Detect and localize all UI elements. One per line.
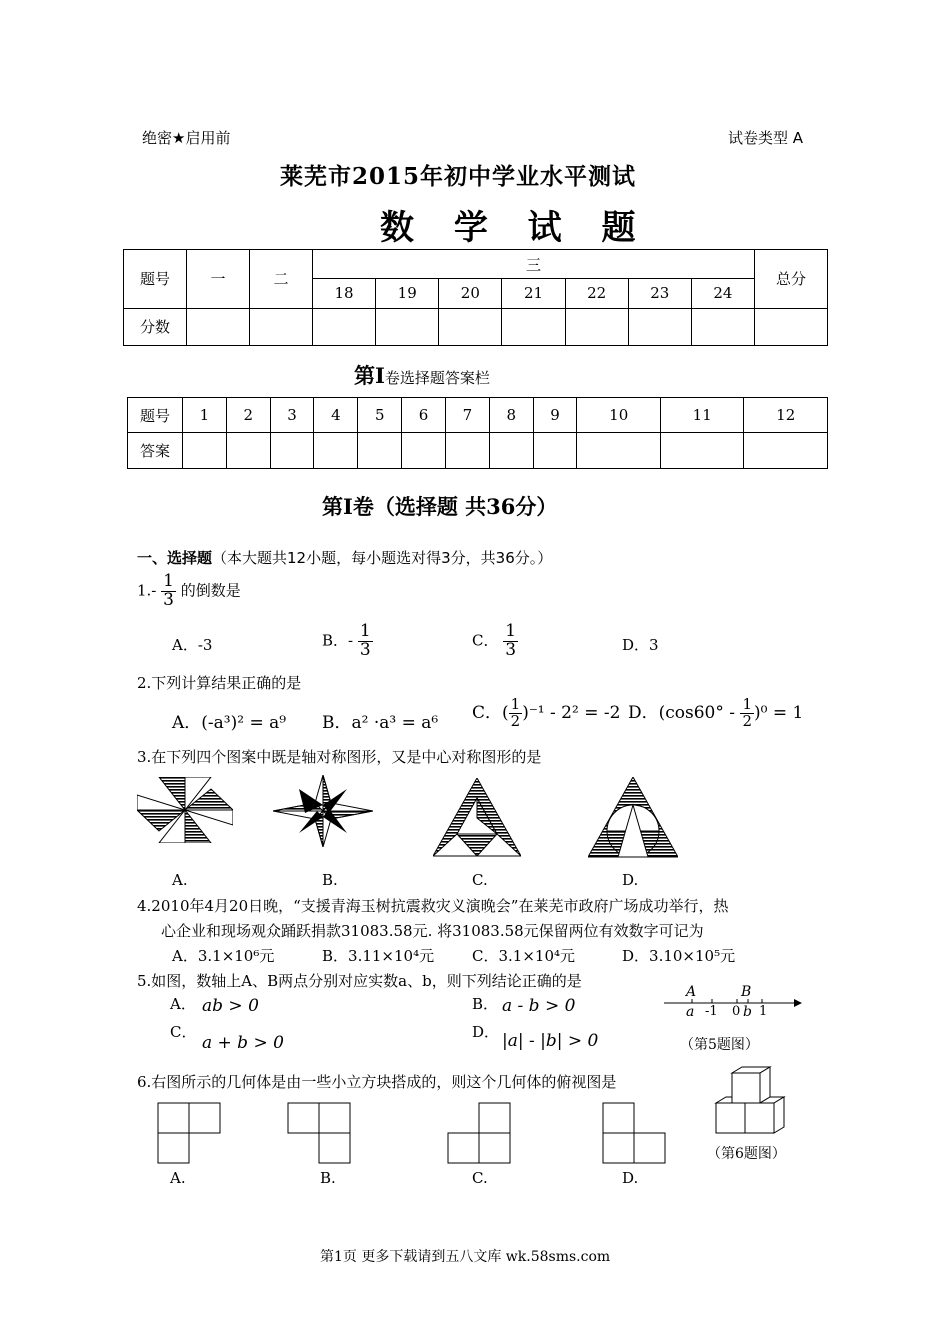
q6-cube-figure [712, 1065, 792, 1140]
q2-option-a[interactable]: A．(-a³)² = a⁹ [172, 713, 287, 733]
q5-option-d[interactable]: |a| - |b| > 0 [502, 1031, 599, 1051]
score-cell[interactable] [628, 308, 691, 345]
answer-num: 3 [270, 398, 314, 433]
q5-option-d-label: D． [472, 1023, 500, 1041]
q6-label-b: B. [320, 1169, 336, 1187]
q4-option-a[interactable]: A．3.1×10⁶元 [172, 947, 275, 965]
score-col-1: 一 [187, 250, 250, 309]
q4-stem-line2: 心企业和现场观众踊跃捐款31083.58元. 将31083.58元保留两位有效数字可记为 [161, 922, 704, 940]
score-num: 20 [439, 279, 502, 308]
subject-title: 数 学 试 题 [380, 208, 650, 248]
score-num: 22 [565, 279, 628, 308]
score-cell[interactable] [313, 308, 376, 345]
score-num: 19 [376, 279, 439, 308]
q3-figure-c[interactable] [433, 778, 521, 858]
confidential-label: 绝密★启用前 [142, 129, 231, 147]
q3-figure-b[interactable] [273, 775, 373, 847]
q4-option-c[interactable]: C．3.1×10⁴元 [472, 947, 576, 965]
q3-label-d: D. [622, 871, 639, 889]
page-footer: 第1页 更多下载请到五八文库 wk.58sms.com [320, 1249, 611, 1265]
q3-figure-d[interactable] [588, 777, 678, 859]
q6-fig-caption: （第6题图） [707, 1146, 786, 1162]
answer-num: 9 [533, 398, 577, 433]
q6-option-c-figure[interactable] [447, 1102, 511, 1164]
q1-option-c[interactable]: C． $\frac{1}{3}$ [472, 621, 517, 660]
q1-option-a[interactable]: A．-3 [172, 636, 213, 654]
answer-cell[interactable] [270, 433, 314, 469]
q5-fig-caption: （第5题图） [680, 1037, 759, 1053]
answer-num: 12 [744, 398, 828, 433]
q5-tick-a: a [686, 1004, 695, 1020]
q4-option-b[interactable]: B．3.11×10⁴元 [322, 947, 435, 965]
answer-num: 11 [660, 398, 744, 433]
answer-num: 2 [226, 398, 270, 433]
answer-num: 1 [183, 398, 227, 433]
score-total: 总分 [755, 250, 828, 309]
q5-tick-b: b [743, 1004, 752, 1020]
score-cell[interactable] [755, 308, 828, 345]
score-cell[interactable] [439, 308, 502, 345]
score-num: 24 [691, 279, 754, 308]
q5-tick-minus1: -1 [705, 1004, 718, 1019]
q5-option-b[interactable]: a - b > 0 [502, 996, 576, 1016]
answer-cell[interactable] [577, 433, 661, 469]
q1-option-d[interactable]: D．3 [622, 636, 659, 654]
q6-stem: 6.右图所示的几何体是由一些小立方块搭成的，则这个几何体的俯视图是 [137, 1073, 617, 1091]
q3-stem: 3.在下列四个图案中既是轴对称图形，又是中心对称图形的是 [137, 748, 542, 766]
q6-option-b-figure[interactable] [287, 1102, 351, 1164]
answer-cell[interactable] [402, 433, 446, 469]
answer-num: 10 [577, 398, 661, 433]
answer-num: 4 [314, 398, 358, 433]
answer-num: 8 [489, 398, 533, 433]
q3-figure-a[interactable] [137, 777, 233, 843]
q5-option-a[interactable]: ab > 0 [202, 996, 259, 1016]
q2-option-c[interactable]: C．( $\frac{1}{2}$ )⁻¹ - 2² = -2 [472, 695, 621, 730]
score-table [123, 249, 828, 346]
paper-type-label: 试卷类型 A [728, 129, 804, 147]
q6-label-a: A. [170, 1169, 186, 1187]
answer-table [127, 397, 828, 469]
q2-stem: 2.下列计算结果正确的是 [137, 674, 302, 692]
q6-option-d-figure[interactable] [602, 1102, 666, 1164]
answer-cell[interactable] [358, 433, 402, 469]
score-num: 23 [628, 279, 691, 308]
score-cell[interactable] [502, 308, 565, 345]
answer-cell[interactable] [226, 433, 270, 469]
q5-tick-zero: 0 [732, 1004, 741, 1019]
answer-cell[interactable] [744, 433, 828, 469]
q2-option-b[interactable]: B．a² ·a³ = a⁶ [322, 713, 439, 733]
answer-cell[interactable] [533, 433, 577, 469]
answer-cell[interactable] [660, 433, 744, 469]
q5-option-b-label: B． [472, 995, 499, 1013]
section1-heading: 一、选择题（本大题共12小题，每小题选对得3分，共36分。） [137, 549, 553, 567]
q4-option-d[interactable]: D．3.10×10⁵元 [622, 947, 736, 965]
answer-row1-label: 题号 [128, 398, 183, 433]
answer-cell[interactable] [183, 433, 227, 469]
q5-option-c[interactable]: a + b > 0 [202, 1033, 284, 1053]
q6-option-a-figure[interactable] [157, 1102, 221, 1164]
q4-stem-line1: 4.2010年4月20日晚，“支援青海玉树抗震救灾义演晚会”在莱芜市政府广场成功举行，热 [137, 897, 729, 915]
score-row2-label: 分数 [124, 308, 187, 345]
exam-title: 莱芜市2015年初中学业水平测试 [280, 163, 637, 190]
q3-label-c: C. [472, 871, 488, 889]
score-num: 21 [502, 279, 565, 308]
q5-option-c-label: C． [170, 1023, 197, 1041]
q5-point-B: B [741, 984, 752, 1000]
score-cell[interactable] [565, 308, 628, 345]
q5-tick-one: 1 [759, 1004, 768, 1019]
score-cell[interactable] [691, 308, 754, 345]
score-row1-label: 题号 [124, 250, 187, 309]
q6-label-c: C. [472, 1169, 488, 1187]
score-num: 18 [313, 279, 376, 308]
q5-option-a-label: A． [170, 995, 196, 1013]
answer-cell[interactable] [314, 433, 358, 469]
score-col-group-3: 三 [313, 250, 755, 279]
score-cell[interactable] [187, 308, 250, 345]
score-col-2: 二 [250, 250, 313, 309]
q5-point-A: A [686, 984, 697, 1000]
answer-row2-label: 答案 [128, 433, 183, 469]
q3-label-b: B. [322, 871, 338, 889]
answer-cell[interactable] [445, 433, 489, 469]
q3-label-a: A. [172, 871, 188, 889]
answer-cell[interactable] [489, 433, 533, 469]
part1-title: 第Ⅰ卷（选择题 共36分） [322, 494, 558, 519]
q5-stem: 5.如图，数轴上A、B两点分别对应实数a、b，则下列结论正确的是 [137, 972, 582, 990]
answer-num: 6 [402, 398, 446, 433]
q6-label-d: D. [622, 1169, 639, 1187]
q1-stem: 1.- $\frac{1}{3}$ 的倒数是 [137, 571, 241, 610]
score-cell[interactable] [250, 308, 313, 345]
score-cell[interactable] [376, 308, 439, 345]
q2-option-d[interactable]: D．(cos60° - $\frac{1}{2}$ )⁰ = 1 [628, 695, 804, 730]
answer-num: 5 [358, 398, 402, 433]
answer-num: 7 [445, 398, 489, 433]
answer-bar-title: 第Ⅰ卷选择题答案栏 [354, 363, 490, 388]
q1-option-b[interactable]: B．- $\frac{1}{3}$ [322, 621, 371, 660]
